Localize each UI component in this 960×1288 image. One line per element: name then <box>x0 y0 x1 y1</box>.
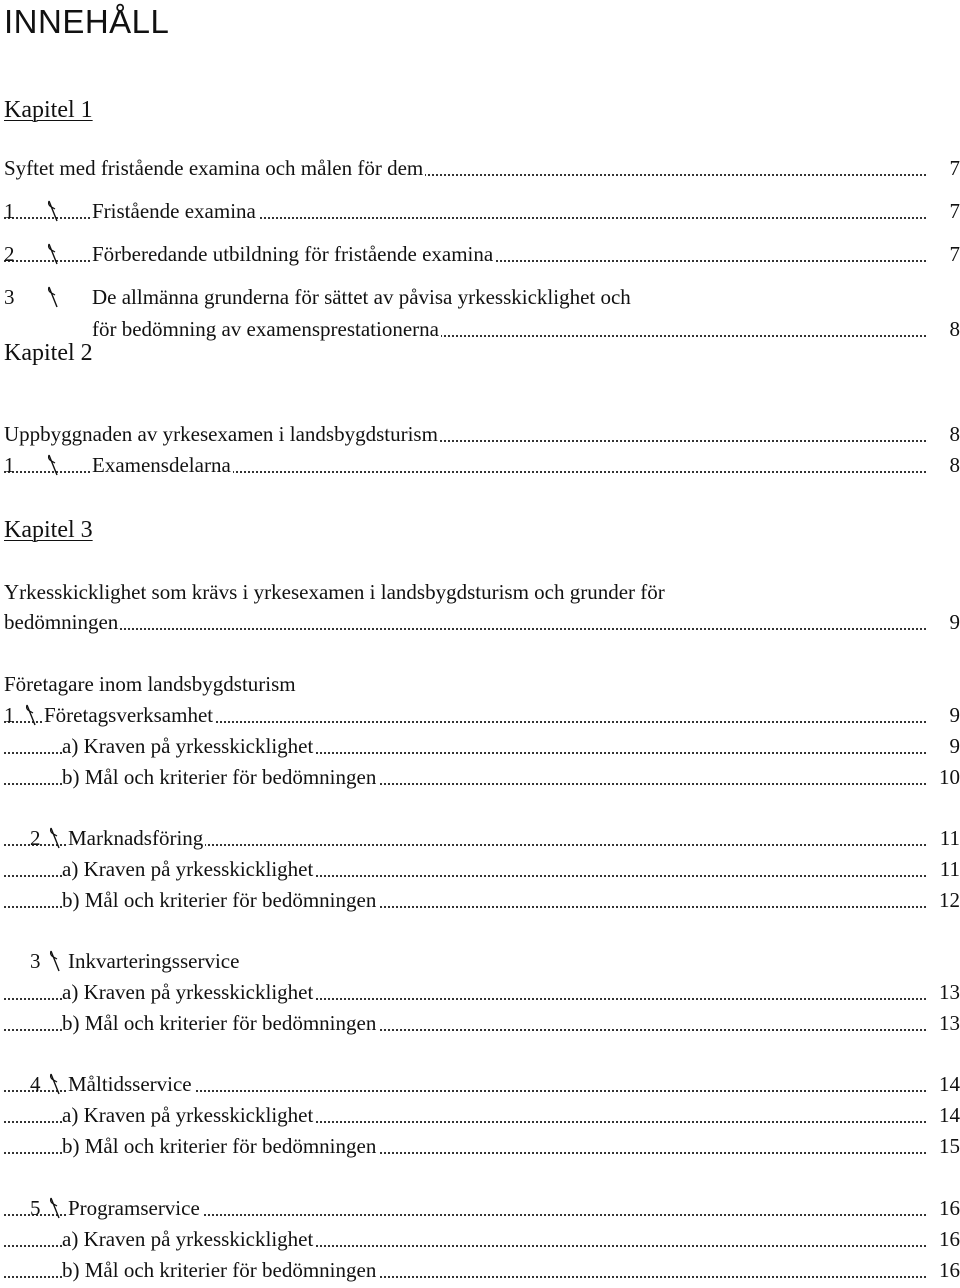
toc-entry-text: Marknadsföring <box>68 826 204 850</box>
section-number: 4 <box>30 1072 41 1096</box>
section-symbol-icon <box>48 826 62 850</box>
toc-entry-p4a[interactable] <box>4 1102 960 1128</box>
toc-entry-text: a) Kraven på yrkesskicklighet <box>62 1227 314 1251</box>
toc-page-number: 9 <box>947 609 960 635</box>
toc-page-number: 11 <box>937 856 960 882</box>
toc-entry-p2b[interactable] <box>4 887 960 913</box>
section-symbol-icon <box>48 1072 62 1096</box>
toc-entry-c3-main-cont[interactable] <box>4 609 960 635</box>
toc-entry-c1-s1[interactable] <box>4 198 960 224</box>
toc-entry-text: Fristående examina <box>92 199 256 223</box>
toc-entry-p1b[interactable] <box>4 764 960 790</box>
toc-entry-p4b[interactable] <box>4 1133 960 1159</box>
toc-page-number: 16 <box>936 1226 960 1252</box>
toc-page-number: 14 <box>936 1102 960 1128</box>
chapter-3-link[interactable]: Kapitel 3 <box>4 517 93 543</box>
chapter-2-link[interactable]: Kapitel 2 <box>4 340 93 366</box>
toc-entry-text: b) Mål och kriterier för bedömningen <box>62 1134 377 1158</box>
toc-entry-c1-s3-cont[interactable] <box>4 316 960 342</box>
section-symbol-icon <box>46 199 60 223</box>
toc-page-number: 16 <box>936 1195 960 1221</box>
toc-page-number: 15 <box>936 1133 960 1159</box>
toc-entry-text: a) Kraven på yrkesskicklighet <box>62 734 314 758</box>
section-number: 1 <box>4 453 15 477</box>
chapter-1-link[interactable]: Kapitel 1 <box>4 97 93 123</box>
section-number: 3 <box>30 949 41 973</box>
toc-page-number: 13 <box>936 979 960 1005</box>
section-number: 2 <box>4 242 15 266</box>
section-number: 1 <box>4 199 15 223</box>
toc-entry-text: Förberedande utbildning för fristående examina <box>92 242 494 266</box>
toc-page-number: 12 <box>936 887 960 913</box>
toc-entry-text: för bedömning av examensprestationerna <box>92 317 439 341</box>
section-symbol-icon <box>46 453 60 477</box>
toc-entry-p2[interactable] <box>4 825 960 851</box>
section-symbol-icon <box>46 285 60 309</box>
toc-entry-text: Inkvarteringsservice <box>68 949 240 973</box>
toc-page-number: 10 <box>936 764 960 790</box>
toc-page-number: 7 <box>947 155 960 181</box>
toc-entry-c2-main[interactable] <box>4 421 960 447</box>
section-number: 1 <box>4 703 15 727</box>
toc-entry-text: a) Kraven på yrkesskicklighet <box>62 980 314 1004</box>
toc-entry-p5b[interactable] <box>4 1257 960 1283</box>
section-symbol-icon <box>24 703 38 727</box>
section-number: 3 <box>4 285 15 309</box>
toc-entry-p1a[interactable] <box>4 733 960 759</box>
toc-page-number: 13 <box>936 1010 960 1036</box>
toc-entry-c1-main[interactable] <box>4 155 960 181</box>
toc-page-number: 9 <box>947 702 960 728</box>
toc-page-number: 9 <box>947 733 960 759</box>
toc-entry-text: Yrkesskicklighet som krävs i yrkesexamen i landsbygdsturism och grunder för <box>4 580 665 604</box>
toc-entry-text: b) Mål och kriterier för bedömningen <box>62 765 377 789</box>
toc-entry-text: Programservice <box>68 1196 200 1220</box>
page-title: INNEHÅLL <box>4 3 170 40</box>
toc-entry-text: b) Mål och kriterier för bedömningen <box>62 888 377 912</box>
toc-page-number: 11 <box>937 825 960 851</box>
toc-page-number: 14 <box>936 1071 960 1097</box>
toc-entry-c1-s2[interactable] <box>4 241 960 267</box>
toc-entry-text: a) Kraven på yrkesskicklighet <box>62 857 314 881</box>
toc-entry-text: Examensdelarna <box>92 453 231 477</box>
toc-entry-text: Måltidsservice <box>68 1072 192 1096</box>
toc-entry-text: Uppbyggnaden av yrkesexamen i landsbygdsturism <box>4 422 438 446</box>
toc-group-heading: Företagare inom landsbygdsturism <box>4 672 296 696</box>
toc-entry-text: b) Mål och kriterier för bedömningen <box>62 1258 377 1282</box>
toc-entry-text: Företagsverksamhet <box>44 703 214 727</box>
toc-entry-p3a[interactable] <box>4 979 960 1005</box>
section-symbol-icon <box>46 242 60 266</box>
toc-entry-p3b[interactable] <box>4 1010 960 1036</box>
toc-entry-p1[interactable] <box>4 702 960 728</box>
toc-entry-p2a[interactable] <box>4 856 960 882</box>
toc-entry-p5a[interactable] <box>4 1226 960 1252</box>
section-symbol-icon <box>48 949 62 973</box>
toc-page-number: 16 <box>936 1257 960 1283</box>
toc-entry-text: b) Mål och kriterier för bedömningen <box>62 1011 377 1035</box>
section-number: 5 <box>30 1196 41 1220</box>
toc-entry-text: Syftet med fristående examina och målen för dem <box>4 156 424 180</box>
toc-page-number: 8 <box>947 316 960 342</box>
toc-entry-text: a) Kraven på yrkesskicklighet <box>62 1103 314 1127</box>
toc-page-number: 8 <box>947 452 960 478</box>
toc-entry-c2-s1[interactable] <box>4 452 960 478</box>
toc-entry-text: bedömningen <box>4 610 119 634</box>
toc-page-number: 8 <box>947 421 960 447</box>
toc-entry-c3-main[interactable] <box>4 579 960 605</box>
section-number: 2 <box>30 826 41 850</box>
toc-entry-p4[interactable] <box>4 1071 960 1097</box>
toc-entry-text: De allmänna grunderna för sättet av påvisa yrkesskicklighet och <box>92 285 631 309</box>
toc-page-number: 7 <box>947 198 960 224</box>
toc-entry-c1-s3[interactable] <box>4 284 960 310</box>
toc-page-number: 7 <box>947 241 960 267</box>
section-symbol-icon <box>48 1196 62 1220</box>
toc-entry-p5[interactable] <box>4 1195 960 1221</box>
